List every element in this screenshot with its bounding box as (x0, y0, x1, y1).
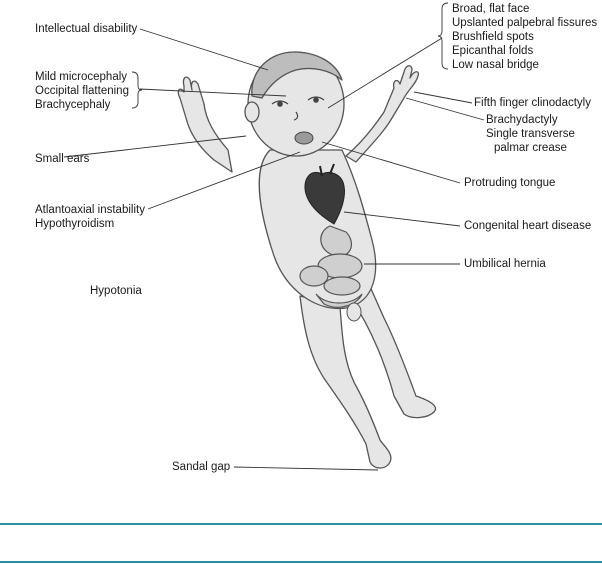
label-small-ears: Small ears (35, 153, 90, 165)
label-group-face (452, 2, 597, 72)
leader-intellectual (140, 29, 268, 70)
label-group-palmar (486, 127, 575, 155)
label-group-atlanto (35, 203, 145, 231)
label-sandal-gap: Sandal gap (172, 461, 231, 473)
brace-head-group (132, 72, 142, 108)
label-hypotonia: Hypotonia (90, 285, 142, 297)
divider-top (0, 523, 602, 525)
label-hypothyroidism: Hypothyroidism (35, 218, 115, 230)
label-intellectual-disability: Intellectual disability (35, 23, 138, 35)
label-brachydactyly: Brachydactyly (486, 114, 558, 126)
tongue (295, 132, 313, 144)
label-occipital-flattening: Occipital flattening (35, 85, 129, 97)
label-umbilical-hernia: Umbilical hernia (464, 258, 546, 270)
leader-brachydactyly (406, 98, 484, 120)
label-mild-microcephaly: Mild microcephaly (35, 71, 128, 83)
leader-sandal-gap (234, 467, 378, 470)
genitals (347, 303, 361, 321)
intestine-2 (300, 266, 328, 286)
label-group-head-shape (35, 70, 129, 112)
label-protruding-tongue: Protruding tongue (464, 177, 556, 189)
label-brachycephaly: Brachycephaly (35, 99, 111, 111)
label-brushfield-spots: Brushfield spots (452, 31, 534, 43)
right-leg (352, 282, 436, 418)
label-broad-flat-face: Broad, flat face (452, 3, 530, 15)
divider-bottom (0, 561, 602, 563)
label-fifth-finger-clinodactyly: Fifth finger clinodactyly (474, 97, 591, 109)
intestine-3 (324, 277, 360, 295)
label-single-transverse: Single transverse (486, 128, 575, 140)
label-low-nasal-bridge: Low nasal bridge (452, 59, 539, 71)
leader-face-group (328, 38, 442, 108)
right-arm (346, 66, 418, 162)
leader-fifth-finger (414, 92, 472, 103)
label-palmar-crease: palmar crease (494, 142, 567, 154)
label-epicanthal-folds: Epicanthal folds (452, 45, 534, 57)
label-atlantoaxial-instability: Atlantoaxial instability (35, 204, 145, 216)
label-upslanted-palpebral-fissures: Upslanted palpebral fissures (452, 17, 598, 29)
brace-face-group (438, 3, 448, 69)
label-congenital-heart-disease: Congenital heart disease (464, 220, 592, 232)
